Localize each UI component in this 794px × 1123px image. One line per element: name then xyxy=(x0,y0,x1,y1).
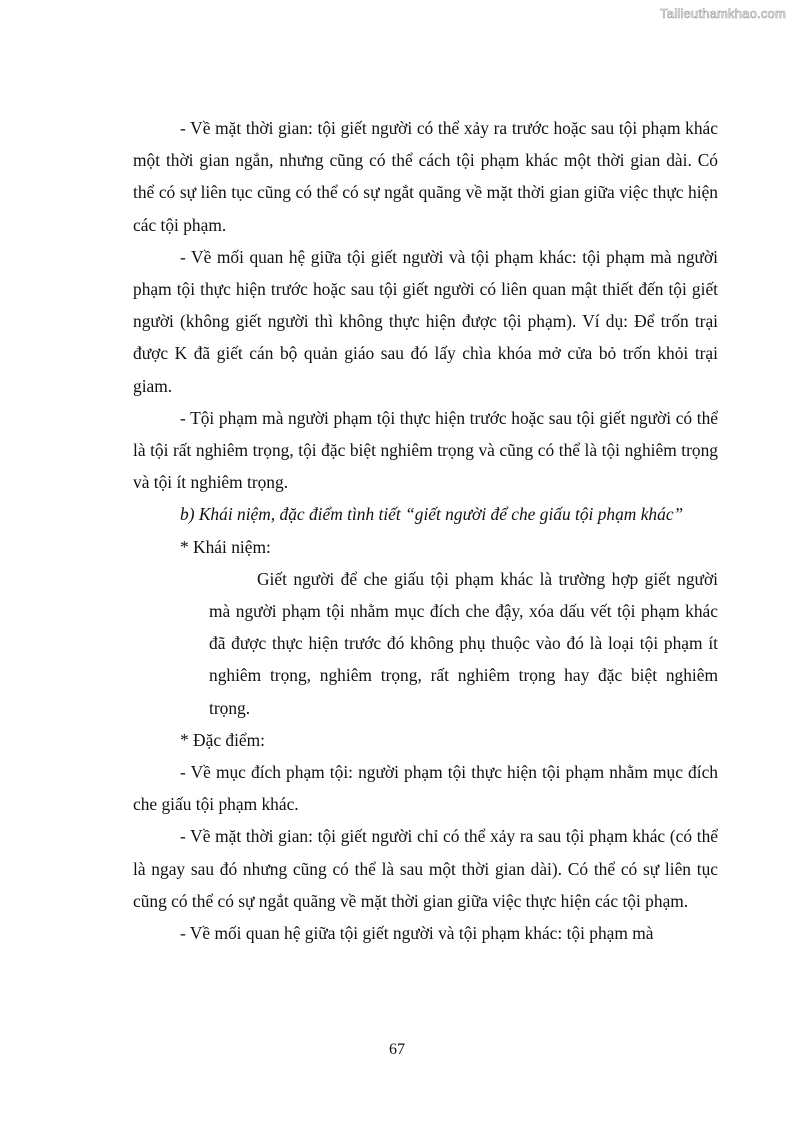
page-number: 67 xyxy=(389,1041,405,1058)
watermark-text: Tailieuthamkhao.com xyxy=(660,6,786,21)
concept-label: * Khái niệm: xyxy=(180,536,271,557)
section-heading-b: b) Khái niệm, đặc điểm tình tiết “giết người để che giấu tội phạm khác” xyxy=(180,504,684,525)
concept-definition: Giết người để che giấu tội phạm khác là trường hợp giết người mà người phạm tội nhằm mục đích che đậy, xóa dấu vết tội phạm khác đã được thực hiện trước đó không phụ thuộc vào đó là loại tội phạm ít nghiêm trọng, nghiêm trọng, rất nghiêm trọng hay đặc biệt nghiêm trọng. xyxy=(209,568,718,718)
paragraph-relation-cont: - Về mối quan hệ giữa tội giết người và tội phạm khác: tội phạm mà xyxy=(180,923,654,944)
paragraph-time-relation: - Về mặt thời gian: tội giết người có thể xảy ra trước hoặc sau tội phạm khác một thời gian ngắn, nhưng cũng có thể cách tội phạm khác một thời gian dài. Có thể có sự liên tục cũng có thể có sự ngắt quãng về mặt thời gian giữa việc thực hiện các tội phạm. xyxy=(133,118,718,235)
paragraph-crime-relation: - Về mối quan hệ giữa tội giết người và tội phạm khác: tội phạm mà người phạm tội thực hiện trước hoặc sau tội giết người có liên quan mật thiết đến tội giết người (không giết người thì không thực hiện được tội phạm). Ví dụ: Để trốn trại được K đã giết cán bộ quản giáo sau đó lấy chìa khóa mở cửa bỏ trốn khỏi trại giam. xyxy=(133,246,718,396)
paragraph-time-after: - Về mặt thời gian: tội giết người chỉ có thể xảy ra sau tội phạm khác (có thể là ngay sau đó nhưng cũng có thể là sau một thời gian dài). Có thể có sự liên tục cũng có thể có sự ngắt quãng về mặt thời gian giữa việc thực hiện các tội phạm. xyxy=(133,826,718,911)
paragraph-purpose: - Về mục đích phạm tội: người phạm tội thực hiện tội phạm nhằm mục đích che giấu tội phạm khác. xyxy=(133,762,718,815)
features-label: * Đặc điểm: xyxy=(180,729,265,750)
document-body xyxy=(133,112,718,949)
paragraph-crime-severity: - Tội phạm mà người phạm tội thực hiện trước hoặc sau tội giết người có thể là tội rất nghiêm trọng, tội đặc biệt nghiêm trọng và cũng có thể là tội nghiêm trọng và tội ít nghiêm trọng. xyxy=(133,407,718,493)
